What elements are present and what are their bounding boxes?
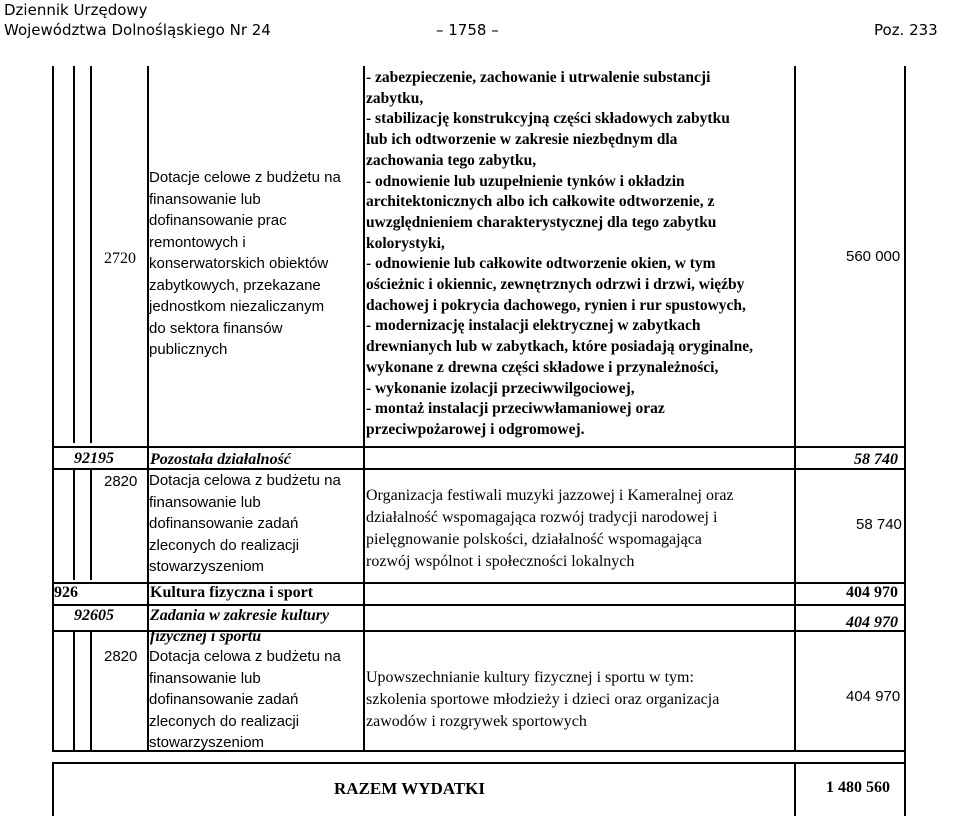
paragraph-code-2820: 2820 [104,473,138,490]
detail-line: - odnowienie lub uzupełnienie tynków i okładzin [366,172,685,190]
detail-line: - montaż instalacji przeciwwłamaniowej oraz [366,400,665,418]
chapter-code-92195: 92195 [74,450,114,467]
section-name-926: Kultura fizyczna i sport [150,584,314,601]
table-divider-chapter [90,470,92,580]
paragraph-description-2720 [149,167,341,361]
position-number: Poz. 233 [874,21,938,39]
detail-line: drewnianych lub w zabytkach, które posiadają oryginalne, [366,338,753,356]
table-divider-chapter [90,66,92,443]
detail-line: uwzględnieniem charakterystycznej dla tego zabytku [366,213,717,231]
amount-2720: 560 000 [846,248,901,265]
journal-subtitle: Województwa Dolnośląskiego Nr 24 [4,21,271,39]
desc-line: dofinansowanie zadań [149,691,299,708]
page-number: – 1758 – [436,21,499,39]
total-label: RAZEM WYDATKI [334,779,485,798]
detail-line: kolorystyki, [366,234,445,252]
amount-92195: 58 740 [854,451,898,468]
detail-line: - odnowienie lub całkowite odtworzenie okien, w tym [366,255,716,273]
paragraph-description-2820 [149,646,341,754]
table-divider-section [73,66,75,443]
table-border-right [904,66,906,816]
paragraph-description-2820 [149,470,341,578]
total-box-divider [794,762,796,816]
desc-line: Dotacje celowe z budżetu na [149,169,341,186]
detail-line: ościeżnic i okiennic, zewnętrznych odrzwi i drzwi, więźby [366,276,745,294]
table-divider-amount [794,66,796,750]
detail-line: - zabezpieczenie, zachowanie i utrwalenie substancji [366,69,711,86]
paragraph-code-2720: 2720 [104,250,136,267]
detail-line: - wykonanie izolacji przeciwwilgociowej, [366,379,635,397]
desc-line: konserwatorskich obiektów [149,255,329,272]
detail-line: Organizacja festiwali muzyki jazzowej i Kameralnej oraz [366,487,734,504]
desc-line: Dotacja celowa z budżetu na [149,472,341,489]
detail-line: lub ich odtworzenie w zakresie niezbędnym dla [366,131,678,149]
desc-line: jednostkom niezaliczanym [149,298,325,315]
desc-line: zleconych do realizacji [149,536,300,554]
section-code-926: 926 [54,584,78,601]
detail-line: pielęgnowanie polskości, działalność wspomagająca [366,531,702,548]
table-divider-description [363,66,365,750]
row-divider [52,446,906,448]
task-details-2820 [366,667,719,733]
detail-line: architektonicznych albo ich całkowite odtworzenie, z [366,193,715,211]
amount-2820: 58 740 [856,516,902,533]
total-box-left [52,762,54,816]
detail-line: Upowszechnianie kultury fizycznej i sportu w tym: [366,669,694,686]
desc-line: publicznych [149,341,228,358]
table-divider-section [73,630,75,750]
total-amount: 1 480 560 [826,779,890,796]
desc-line: zleconych do realizacji [149,712,300,730]
chapter-name-92605 [150,605,329,647]
desc-line: stowarzyszeniom [149,558,265,575]
detail-line: przeciwpożarowej i odgromowej. [366,420,585,438]
desc-line: dofinansowanie prac [149,212,287,229]
chapter-code-92605: 92605 [74,607,114,624]
desc-line: do sektora finansów [149,319,283,337]
detail-line: rozwój wspólnot i społeczności lokalnych [366,553,635,570]
desc-line: stowarzyszeniom [149,734,265,751]
detail-line: szkolenia sportowe młodzieży i dzieci oraz organizacja [366,691,720,708]
detail-line: dachowej i pokrycia dachowego, rynien i rur spustowych, [366,296,746,314]
desc-line: finansowanie lub [149,669,261,687]
desc-line: Dotacja celowa z budżetu na [149,648,341,665]
chapter-name-line: fizycznej i sportu [150,628,262,645]
desc-line: zabytkowych, przekazane [149,276,321,294]
detail-line: zabytku, [366,89,424,107]
chapter-name-92195: Pozostała działalność [150,451,291,468]
table-divider-section [73,470,75,580]
desc-line: remontowych i [149,233,246,251]
detail-line: działalność wspomagająca rozwój tradycji narodowej i [366,509,718,526]
total-box-top [52,762,906,764]
detail-line: - modernizację instalacji elektrycznej w zabytkach [366,317,701,335]
desc-line: dofinansowanie zadań [149,515,299,532]
detail-line: - stabilizację konstrukcyjną części składowych zabytku [366,110,730,128]
detail-line: wykonane z drewna części składowe i przynależności, [366,358,719,376]
amount-92605: 404 970 [846,614,898,631]
desc-line: finansowanie lub [149,190,261,208]
amount-2820: 404 970 [846,688,901,705]
table-border-left [52,66,54,750]
chapter-name-line: Zadania w zakresie kultury [150,607,330,624]
table-divider-chapter [90,630,92,750]
detail-line: zachowania tego zabytku, [366,151,537,169]
task-details-2820 [366,485,734,573]
paragraph-code-2820: 2820 [104,648,138,665]
desc-line: finansowanie lub [149,493,261,511]
task-details-2720 [366,68,753,441]
journal-title: Dziennik Urzędowy [4,1,148,19]
amount-926: 404 970 [846,584,898,601]
detail-line: zawodów i rozgrywek sportowych [366,713,587,730]
